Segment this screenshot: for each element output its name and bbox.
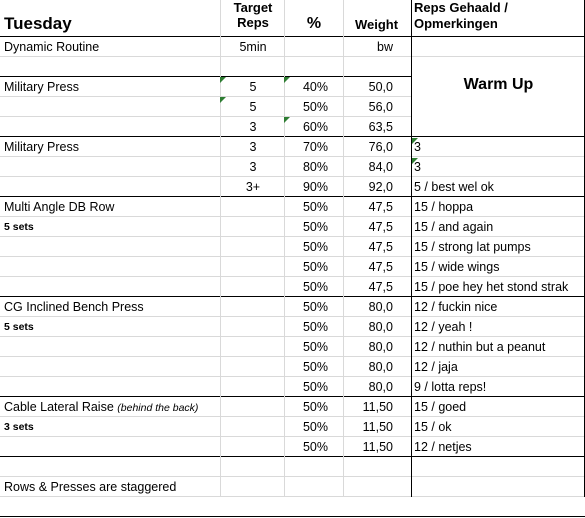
reps-cell[interactable] — [222, 197, 284, 217]
reps-cell[interactable] — [222, 397, 284, 417]
weight-cell[interactable]: 80,0 — [368, 340, 393, 354]
reps-cell[interactable]: 3 — [249, 120, 257, 134]
weight-cell[interactable]: 47,5 — [368, 240, 393, 254]
percent-cell[interactable]: 50% — [302, 380, 328, 394]
notes-cell[interactable]: 12 / yeah ! — [414, 320, 473, 334]
exercise-cell[interactable] — [4, 237, 219, 257]
percent-header[interactable]: % — [306, 15, 322, 32]
weight-cell[interactable] — [344, 57, 393, 77]
weight-cell[interactable]: 11,50 — [362, 440, 393, 454]
reps-cell[interactable] — [222, 417, 284, 437]
comment-marker — [220, 77, 226, 83]
notes-header[interactable] — [414, 0, 508, 32]
notes-cell[interactable] — [414, 37, 585, 57]
comment-marker — [412, 158, 418, 164]
exercise-cell[interactable] — [4, 57, 219, 77]
weight-cell[interactable]: 84,0 — [368, 160, 393, 174]
notes-cell[interactable] — [414, 457, 585, 477]
comment-marker — [412, 138, 418, 144]
day-title[interactable]: Tuesday — [4, 14, 72, 33]
notes-cell[interactable] — [414, 117, 585, 137]
percent-cell[interactable]: 50% — [302, 440, 328, 454]
reps-cell[interactable] — [222, 217, 284, 237]
weight-cell[interactable]: bw — [377, 40, 393, 54]
exercise-cell[interactable]: CG Inclined Bench Press — [4, 300, 144, 314]
exercise-cell[interactable] — [4, 377, 219, 397]
weight-cell[interactable] — [344, 477, 393, 497]
reps-cell[interactable]: 3 — [249, 140, 257, 154]
percent-cell[interactable] — [285, 37, 328, 57]
reps-cell[interactable]: 3 — [249, 160, 257, 174]
reps-cell[interactable] — [222, 257, 284, 277]
exercise-name: Cable Lateral Raise — [4, 400, 114, 414]
notes-cell[interactable]: 5 / best wel ok — [414, 180, 494, 194]
reps-cell[interactable]: 5 — [249, 100, 257, 114]
reps-cell[interactable]: 5min — [239, 40, 267, 54]
exercise-cell[interactable] — [4, 277, 219, 297]
notes-cell[interactable] — [414, 77, 585, 97]
percent-cell[interactable] — [285, 457, 328, 477]
percent-cell[interactable]: 60% — [302, 120, 328, 134]
percent-cell[interactable]: 50% — [302, 200, 328, 214]
exercise-cell[interactable]: 5 sets — [4, 221, 34, 233]
weight-cell[interactable]: 47,5 — [368, 220, 393, 234]
reps-cell[interactable] — [222, 317, 284, 337]
percent-cell[interactable]: 70% — [302, 140, 328, 154]
notes-cell[interactable]: 15 / strong lat pumps — [414, 240, 531, 254]
percent-cell[interactable]: 50% — [302, 320, 328, 334]
exercise-cell[interactable] — [4, 257, 219, 277]
bottom-border — [0, 516, 585, 517]
exercise-cell[interactable] — [4, 177, 219, 197]
notes-cell[interactable]: 3 — [414, 140, 421, 154]
percent-cell[interactable]: 90% — [302, 180, 328, 194]
percent-cell[interactable]: 50% — [302, 220, 328, 234]
weight-cell[interactable]: 11,50 — [362, 420, 393, 434]
notes-cell[interactable]: 15 / ok — [414, 420, 452, 434]
reps-cell[interactable] — [222, 237, 284, 257]
comment-marker — [284, 77, 290, 83]
target-reps-header[interactable] — [222, 0, 284, 30]
reps-cell[interactable] — [222, 337, 284, 357]
notes-cell[interactable]: 12 / fuckin nice — [414, 300, 498, 314]
weight-cell[interactable]: 63,5 — [368, 120, 393, 134]
percent-cell[interactable]: 50% — [302, 420, 328, 434]
exercise-cell[interactable] — [4, 157, 219, 177]
target-reps-header-line2: Reps — [237, 15, 269, 30]
exercise-cell[interactable]: Military Press — [4, 140, 80, 154]
reps-cell[interactable] — [222, 297, 284, 317]
notes-cell[interactable] — [414, 97, 585, 117]
weight-cell[interactable]: 80,0 — [368, 360, 393, 374]
exercise-cell[interactable] — [4, 337, 219, 357]
notes-header-line2: Opmerkingen — [414, 16, 498, 31]
weight-cell[interactable]: 47,5 — [368, 280, 393, 294]
weight-cell[interactable]: 80,0 — [368, 320, 393, 334]
notes-cell[interactable] — [414, 57, 585, 77]
weight-cell[interactable]: 80,0 — [368, 380, 393, 394]
comment-marker — [220, 97, 226, 103]
percent-cell[interactable]: 50% — [302, 100, 328, 114]
notes-cell[interactable]: 9 / lotta reps! — [414, 380, 487, 394]
exercise-cell[interactable]: Military Press — [4, 80, 80, 94]
notes-cell[interactable]: 15 / poe hey het stond strak — [414, 280, 569, 294]
notes-cell[interactable]: 12 / netjes — [414, 440, 472, 454]
weight-cell[interactable]: 80,0 — [368, 300, 393, 314]
notes-cell[interactable] — [414, 477, 585, 497]
column-gridline — [411, 0, 412, 497]
weight-cell[interactable]: 11,50 — [362, 400, 393, 414]
percent-cell[interactable]: 50% — [302, 400, 328, 414]
exercise-cell[interactable] — [4, 397, 219, 417]
reps-cell[interactable]: 5 — [249, 80, 257, 94]
weight-cell[interactable]: 47,5 — [368, 200, 393, 214]
notes-cell[interactable]: 12 / nuthin but a peanut — [414, 340, 546, 354]
target-reps-header-line1: Target — [233, 0, 273, 15]
percent-cell[interactable]: 50% — [302, 260, 328, 274]
percent-cell[interactable]: 50% — [302, 240, 328, 254]
exercise-cell[interactable]: 5 sets — [4, 321, 34, 333]
percent-cell[interactable]: 50% — [302, 360, 328, 374]
reps-cell[interactable]: 3+ — [245, 180, 261, 194]
percent-cell[interactable] — [285, 477, 328, 497]
exercise-cell[interactable]: 3 sets — [4, 421, 34, 433]
reps-cell[interactable] — [222, 57, 284, 77]
weight-cell[interactable]: 56,0 — [368, 100, 393, 114]
exercise-cell[interactable]: Multi Angle DB Row — [4, 200, 115, 214]
notes-cell[interactable]: 15 / hoppa — [414, 200, 474, 214]
reps-cell[interactable] — [222, 437, 284, 457]
percent-cell[interactable]: 50% — [302, 300, 328, 314]
reps-cell[interactable] — [222, 477, 284, 497]
notes-cell[interactable]: 15 / and again — [414, 220, 494, 234]
weight-cell[interactable]: 92,0 — [368, 180, 393, 194]
exercise-cell[interactable]: Rows & Presses are staggered — [4, 480, 177, 494]
notes-cell[interactable]: 15 / goed — [414, 400, 467, 414]
percent-cell[interactable]: 80% — [302, 160, 328, 174]
reps-cell[interactable] — [222, 377, 284, 397]
exercise-cell[interactable] — [4, 117, 219, 137]
weight-header[interactable]: Weight — [354, 17, 399, 32]
reps-cell[interactable] — [222, 357, 284, 377]
reps-cell[interactable] — [222, 457, 284, 477]
percent-cell[interactable] — [285, 57, 328, 77]
percent-cell[interactable]: 50% — [302, 280, 328, 294]
percent-cell[interactable]: 50% — [302, 340, 328, 354]
percent-cell[interactable]: 40% — [302, 80, 328, 94]
weight-cell[interactable]: 47,5 — [368, 260, 393, 274]
column-gridline — [220, 0, 221, 497]
weight-cell[interactable]: 76,0 — [368, 140, 393, 154]
warm-up-label[interactable]: Warm Up — [463, 76, 534, 93]
exercise-cell[interactable] — [4, 437, 219, 457]
reps-cell[interactable] — [222, 277, 284, 297]
notes-cell[interactable]: 15 / wide wings — [414, 260, 500, 274]
exercise-cell[interactable]: Dynamic Routine — [4, 40, 100, 54]
comment-marker — [284, 117, 290, 123]
notes-cell[interactable]: 12 / jaja — [414, 360, 458, 374]
notes-header-line1: Reps Gehaald / — [414, 0, 508, 15]
exercise-cell[interactable] — [4, 97, 219, 117]
exercise-cell[interactable] — [4, 357, 219, 377]
exercise-note: (behind the back) — [117, 402, 199, 414]
weight-cell[interactable] — [344, 457, 393, 477]
weight-cell[interactable]: 50,0 — [368, 80, 393, 94]
exercise-cell[interactable] — [4, 457, 219, 477]
notes-cell[interactable]: 3 — [414, 160, 421, 174]
